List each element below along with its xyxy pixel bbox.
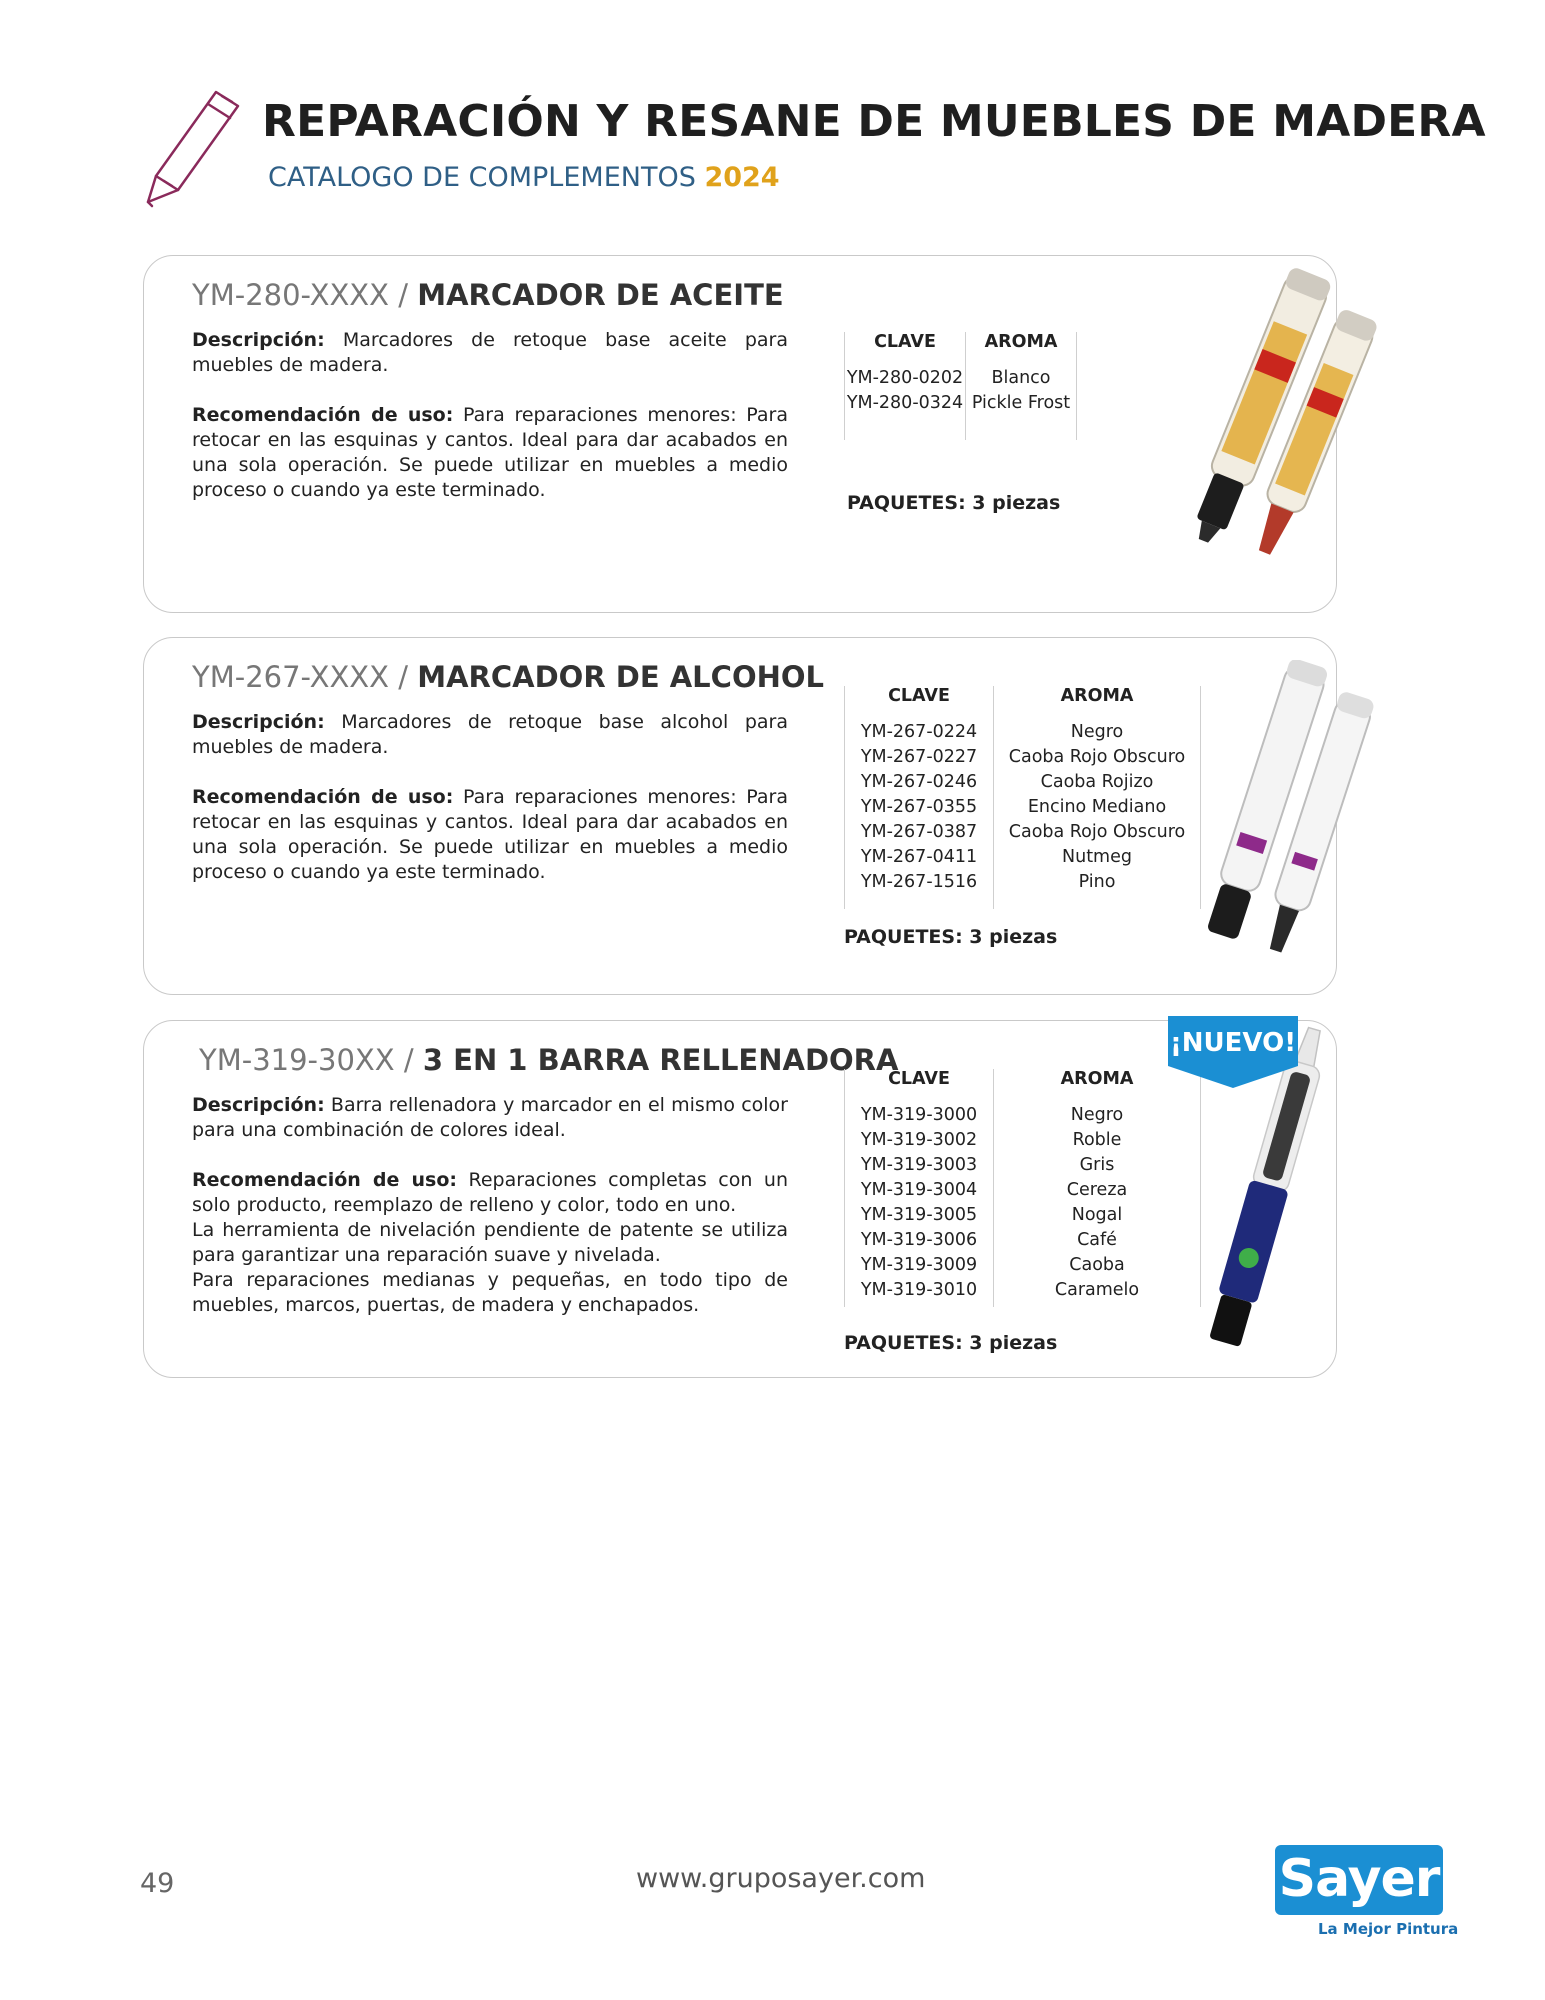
page-number: 49 (140, 1868, 175, 1899)
table-cell-aroma: Nogal (994, 1203, 1201, 1228)
description-label: Descripción: (192, 1094, 325, 1116)
table-cell-aroma: Pickle Frost (966, 391, 1077, 416)
oil-marker-image (1172, 266, 1412, 596)
table-row (845, 391, 1077, 416)
usage-label: Recomendación de uso: (192, 1169, 457, 1191)
table-cell-aroma: Caoba (994, 1253, 1201, 1278)
table-cell-clave: YM-319-3009 (845, 1253, 994, 1278)
usage-label: Recomendación de uso: (192, 786, 454, 808)
table-cell-clave: YM-319-3010 (845, 1278, 994, 1303)
subtitle-text: CATALOGO DE COMPLEMENTOS (268, 162, 696, 193)
table-row (845, 1178, 1201, 1203)
table-cell-clave: YM-319-3003 (845, 1153, 994, 1178)
product-name: 3 EN 1 BARRA RELLENADORA (422, 1043, 899, 1077)
product-heading (192, 278, 784, 312)
new-badge-label: ¡NUEVO! (1169, 1028, 1297, 1058)
brand-logo (1275, 1845, 1443, 1915)
table-row-spacer (845, 416, 1077, 440)
table-row (845, 820, 1201, 845)
brand-tagline: La Mejor Pintura (1318, 1920, 1459, 1938)
product-card-barra (143, 1020, 1337, 1378)
table-cell-clave: YM-267-0224 (845, 720, 994, 745)
page-subtitle (268, 162, 780, 193)
product-code: YM-267-XXXX / (192, 660, 409, 694)
description-label: Descripción: (192, 329, 325, 351)
product-name: MARCADOR DE ACEITE (417, 278, 784, 312)
table-cell-aroma: Café (994, 1228, 1201, 1253)
product-heading (192, 660, 824, 694)
brand-name: Sayer (1278, 1849, 1440, 1909)
usage-text-3: Para reparaciones medianas y pequeñas, en todo tipo de muebles, marcos, puertas, de madera y enchapados. (192, 1269, 788, 1316)
product-table (844, 686, 1201, 909)
product-description-block (192, 328, 788, 528)
description-text: Marcadores de retoque base aceite para muebles de madera. (192, 329, 788, 376)
table-cell-aroma: Negro (994, 720, 1201, 745)
table-row (845, 1153, 1201, 1178)
table-cell-clave: YM-319-3004 (845, 1178, 994, 1203)
table-row (845, 1203, 1201, 1228)
packages-label: PAQUETES: 3 piezas (847, 492, 1061, 514)
table-row (845, 870, 1201, 895)
table-cell-aroma: Encino Mediano (994, 795, 1201, 820)
table-cell-clave: YM-319-3006 (845, 1228, 994, 1253)
table-row (845, 1103, 1201, 1128)
new-badge (1168, 1016, 1298, 1088)
website-link[interactable]: www.gruposayer.com (636, 1863, 926, 1894)
description-label: Descripción: (192, 711, 325, 733)
alcohol-marker-image (1184, 660, 1414, 1000)
product-card-aceite (143, 255, 1337, 613)
table-cell-aroma: Pino (994, 870, 1201, 895)
table-row (845, 1128, 1201, 1153)
description-text: Barra rellenadora y marcador en el mismo color para una combinación de colores ideal. (192, 1094, 788, 1141)
table-cell-aroma: Gris (994, 1153, 1201, 1178)
table-cell-clave: YM-267-0355 (845, 795, 994, 820)
product-description-block (192, 710, 788, 910)
subtitle-year: 2024 (704, 162, 780, 193)
table-row (845, 745, 1201, 770)
pen-icon (138, 82, 248, 212)
product-code: YM-280-XXXX / (192, 278, 409, 312)
table-header-aroma: AROMA (994, 1069, 1201, 1103)
usage-text: Reparaciones completas con un solo producto, reemplazo de relleno y color, todo en uno. (192, 1169, 788, 1216)
table-row (845, 770, 1201, 795)
table-cell-clave: YM-280-0324 (845, 391, 966, 416)
table-cell-clave: YM-267-0387 (845, 820, 994, 845)
product-table (844, 1069, 1201, 1307)
description-text: Marcadores de retoque base alcohol para muebles de madera. (192, 711, 788, 758)
product-name: MARCADOR DE ALCOHOL (417, 660, 825, 694)
table-header-clave: CLAVE (845, 686, 994, 720)
product-table (844, 332, 1077, 440)
usage-label: Recomendación de uso: (192, 404, 454, 426)
product-code: YM-319-30XX / (199, 1043, 414, 1077)
page-title: REPARACIÓN Y RESANE DE MUEBLES DE MADERA (262, 96, 1486, 147)
table-cell-clave: YM-319-3000 (845, 1103, 994, 1128)
table-cell-aroma: Caoba Rojo Obscuro (994, 745, 1201, 770)
table-row (845, 720, 1201, 745)
table-cell-aroma: Caoba Rojizo (994, 770, 1201, 795)
table-cell-clave: YM-267-0411 (845, 845, 994, 870)
table-cell-aroma: Caramelo (994, 1278, 1201, 1303)
table-header-clave: CLAVE (845, 332, 966, 366)
table-row-spacer (845, 1303, 1201, 1307)
table-cell-clave: YM-319-3002 (845, 1128, 994, 1153)
table-cell-clave: YM-319-3005 (845, 1203, 994, 1228)
table-row-spacer (845, 895, 1201, 909)
table-cell-aroma: Roble (994, 1128, 1201, 1153)
table-row (845, 845, 1201, 870)
table-row (845, 366, 1077, 391)
usage-text: Para reparaciones menores: Para retocar en las esquinas y cantos. Ideal para dar acabados en una sola operación. Se puede utilizar en muebles a medio proceso o cuando ya este terminado. (192, 786, 788, 883)
table-row (845, 1253, 1201, 1278)
product-card-alcohol (143, 637, 1337, 995)
table-cell-clave: YM-267-0246 (845, 770, 994, 795)
table-cell-clave: YM-267-1516 (845, 870, 994, 895)
table-header-clave: CLAVE (845, 1069, 994, 1103)
table-cell-aroma: Cereza (994, 1178, 1201, 1203)
usage-text-2: La herramienta de nivelación pendiente de patente se utiliza para garantizar una reparación suave y nivelada. (192, 1219, 788, 1266)
table-row (845, 1228, 1201, 1253)
table-cell-aroma: Nutmeg (994, 845, 1201, 870)
table-cell-clave: YM-267-0227 (845, 745, 994, 770)
product-description-block (192, 1093, 788, 1318)
packages-label: PAQUETES: 3 piezas (844, 1332, 1058, 1354)
table-cell-aroma: Negro (994, 1103, 1201, 1128)
table-header-aroma: AROMA (966, 332, 1077, 366)
table-header-aroma: AROMA (994, 686, 1201, 720)
table-row (845, 1278, 1201, 1303)
product-heading (199, 1043, 898, 1077)
table-cell-clave: YM-280-0202 (845, 366, 966, 391)
packages-label: PAQUETES: 3 piezas (844, 926, 1058, 948)
table-cell-aroma: Caoba Rojo Obscuro (994, 820, 1201, 845)
table-row (845, 795, 1201, 820)
table-cell-aroma: Blanco (966, 366, 1077, 391)
usage-text: Para reparaciones menores: Para retocar en las esquinas y cantos. Ideal para dar acabados en una sola operación. Se puede utilizar en muebles a medio proceso o cuando ya este terminado. (192, 404, 788, 501)
